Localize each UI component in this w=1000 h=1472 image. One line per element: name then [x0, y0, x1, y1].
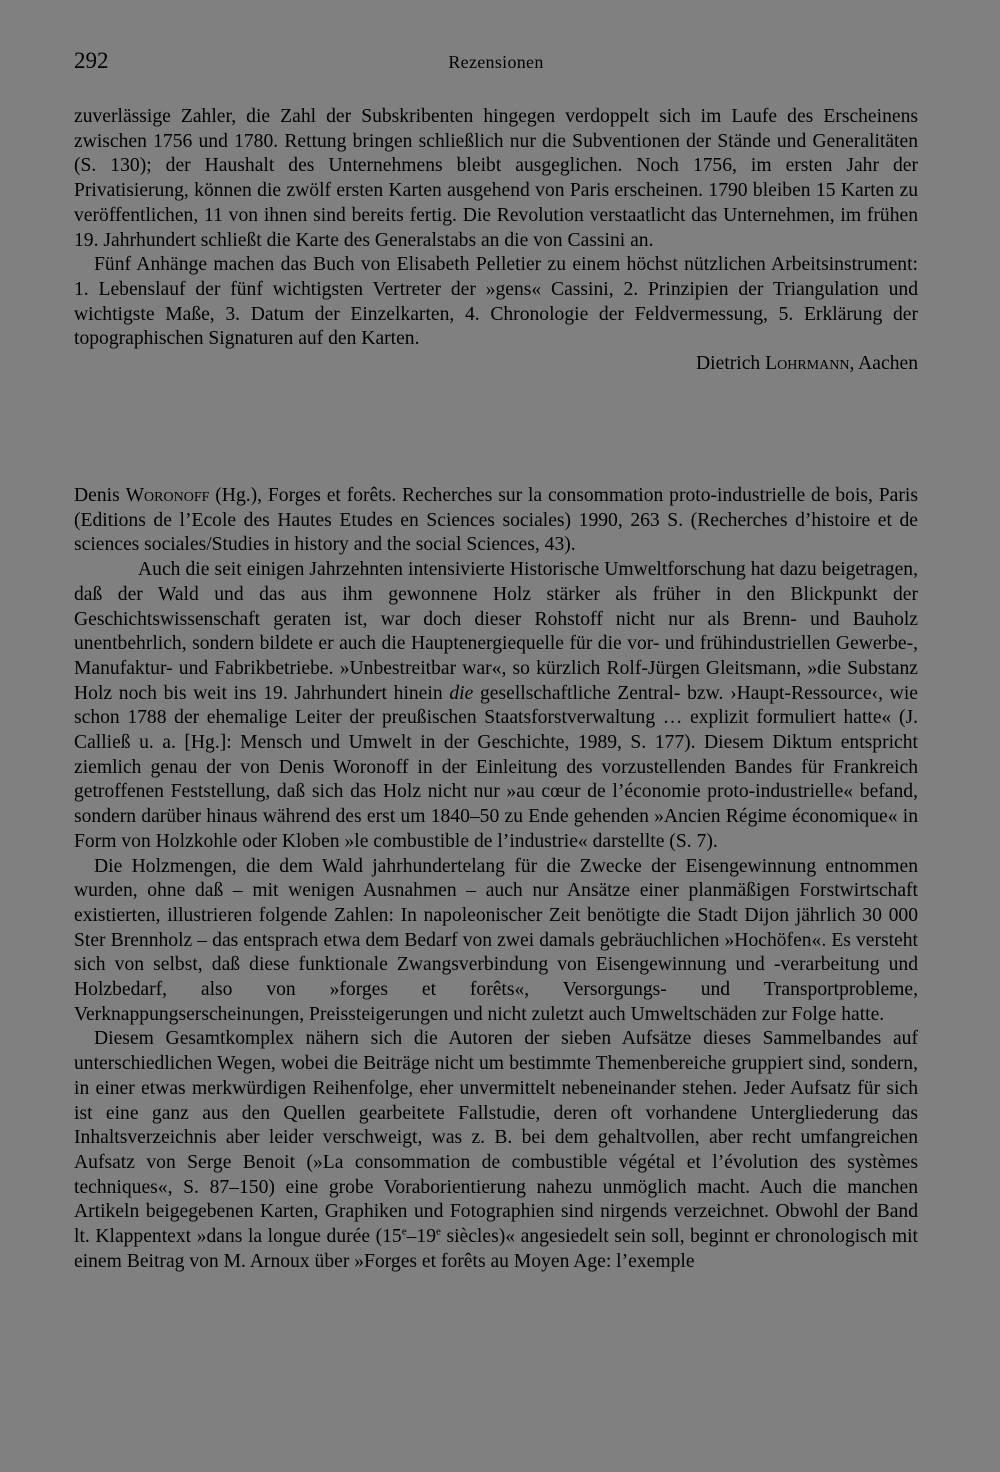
reviewer-signature [74, 352, 918, 377]
author-first-name: Denis [74, 485, 120, 506]
paragraph-text: Diesem Gesamtkomplex nähern sich die Autoren der sieben Aufsätze dieses Sammelbandes auf unterschiedlichen Wegen, wobei die Beiträge nicht um bestimmte Themenbereiche gruppiert sind, sondern, in einer etwas merkwürdigen Reihenfolge, eher unvermittelt nebeneinander stehen. Jeder Aufsatz für sich ist eine ganz aus den Quellen gearbeitete Fallstudie, deren oft vorhandene Untergliederung das Inhaltsverzeichnis aber leider verschweigt, was z. B. bei dem gehaltvollen, aber recht umfangreichen Aufsatz von Serge Benoit (»La consommation de combustible végétal et l’évolution des systèmes techniques«, S. 87–150) eine grobe Voraborientierung nahezu unmöglich macht. Auch die manchen Artikeln beigegebenen Karten, Graphiken und Fotographien sind nirgends verzeichnet. Obwohl der Band lt. Klappentext »dans la longue durée (15 [74, 1028, 918, 1248]
reviewer-place: , Aachen [849, 353, 918, 375]
paragraph-text: Auch die seit einigen Jahrzehnten intensivierte Historische Umweltforschung hat dazu beigetragen, daß der Wald und das aus ihm gewonnene Holz stärker als früher in den Blickpunkt der Geschichtswissenschaft geraten ist, war doch dieser Rohstoff nicht nur als Brenn- und Bauholz unentbehrlich, sondern bildete er auch die Hauptenergiequelle für die vor- und frühindustriellen Gewerbe-, Manufaktur- und Fabrikbetriebe. »Unbestreitbar war«, so kürzlich Rolf-Jürgen Gleitsmann, »die Substanz Holz noch bis weit ins 19. Jahrhundert hinein [74, 559, 918, 704]
paragraph-text: siècles)« angesiedelt sein soll, beginnt er chronologisch mit einem Beitrag von M. Arnoux über »Forges et forêts au Moyen Age: l’exemple [74, 1226, 918, 1272]
superscript: e [436, 1225, 441, 1238]
emphasis: die [449, 682, 474, 704]
bibliographic-entry [74, 484, 918, 558]
bibliographic-details: (Hg.), Forges et forêts. Recherches sur la consommation proto-industrielle de bois, Paris (Editions de l’Ecole des Hautes Etudes en Sciences sociales) 1990, 263 S. (Recherches d’histoire et de sciences sociales/Studies in history and the social Sciences, 43). [74, 485, 918, 556]
paragraph: zuverlässige Zahler, die Zahl der Subskribenten hingegen verdoppelt sich im Laufe des Erscheinens zwischen 1756 und 1780. Rettung bringen schließlich nur die Subventionen der Stände und Generalitäten (S. 130); der Haushalt des Unternehmens bleibt ausgeglichen. Noch 1756, im ersten Jahr der Privatisierung, können die zwölf ersten Karten ausgehend von Paris erscheinen. 1790 bleiben 15 Karten zu veröffentlichen, 11 von ihnen sind bereits fertig. Die Revolution verstaatlicht das Unternehmen, im frühen 19. Jahrhundert schließt die Karte des Generalstabs an die von Cassini an. [74, 106, 918, 251]
paragraph [74, 1027, 918, 1274]
paragraph: Fünf Anhänge machen das Buch von Elisabeth Pelletier zu einem höchst nützlichen Arbeitsinstrument: 1. Lebenslauf der fünf wichtigsten Vertreter der »gens« Cassini, 2. Prinzipien der Triangulation und wichtigste Maße, 3. Datum der Einzelkarten, 4. Chronologie der Feldvermessung, 5. Erklärung der topographischen Signaturen auf den Karten. [74, 254, 918, 350]
page-header [74, 48, 918, 78]
paragraph-text: –19 [406, 1226, 437, 1248]
paragraph: Die Holzmengen, die dem Wald jahrhundertelang für die Zwecke der Eisengewinnung entnommen wurden, ohne daß – mit wenigen Ausnahmen – auch nur Ansätze einer planmäßigen Forstwirtschaft existierten, illustrieren folgende Zahlen: In napoleonischer Zeit benötigte die Stadt Dijon jährlich 30 000 Ster Brennholz – das entsprach etwa dem Bedarf von zwei damals gebräuchlichen »Hochöfen«. Es versteht sich von selbst, daß diese funktionale Zwangsverbindung von Eisengewinnung und -verarbeitung und Holzbedarf, also von »forges et forêts«, Versorgungs- und Transportprobleme, Verknappungserscheinungen, Preissteigerungen und nicht zuletzt auch Umweltschäden zur Folge hatte. [74, 855, 918, 1025]
paragraph-text: gesellschaftliche Zentral- bzw. ›Haupt-Ressource‹, wie schon 1788 der ehemalige Leiter der preußischen Staatsforstverwaltung … explizit formuliert hatte« (J. Calließ u. a. [Hg.]: Mensch und Umwelt in der Geschichte, 1989, S. 177). Diesem Diktum entspricht ziemlich genau der von Denis Woronoff in der Einleitung des vorzustellenden Bandes für Frankreich getroffenen Feststellung, daß sich das Holz nicht nur »au cœur de l’économie proto-industrielle« befand, sondern darüber hinaus während des erst um 1840–50 zu Ende gehenden »Ancien Régime économique« in Form von Holzkohle oder Kloben »le combustible de l’industrie« darstellte (S. 7). [74, 682, 918, 852]
superscript: e [401, 1225, 407, 1238]
review-woronoff [74, 484, 918, 1275]
paragraph [74, 558, 918, 854]
reviewer-first-name: Dietrich [696, 353, 761, 375]
reviewer-surname: Lohrmann [765, 353, 850, 375]
author-surname: Woronoff [125, 485, 210, 506]
review-continuation [74, 105, 918, 377]
page-number: 292 [74, 48, 109, 73]
running-head: Rezensionen [448, 52, 544, 72]
